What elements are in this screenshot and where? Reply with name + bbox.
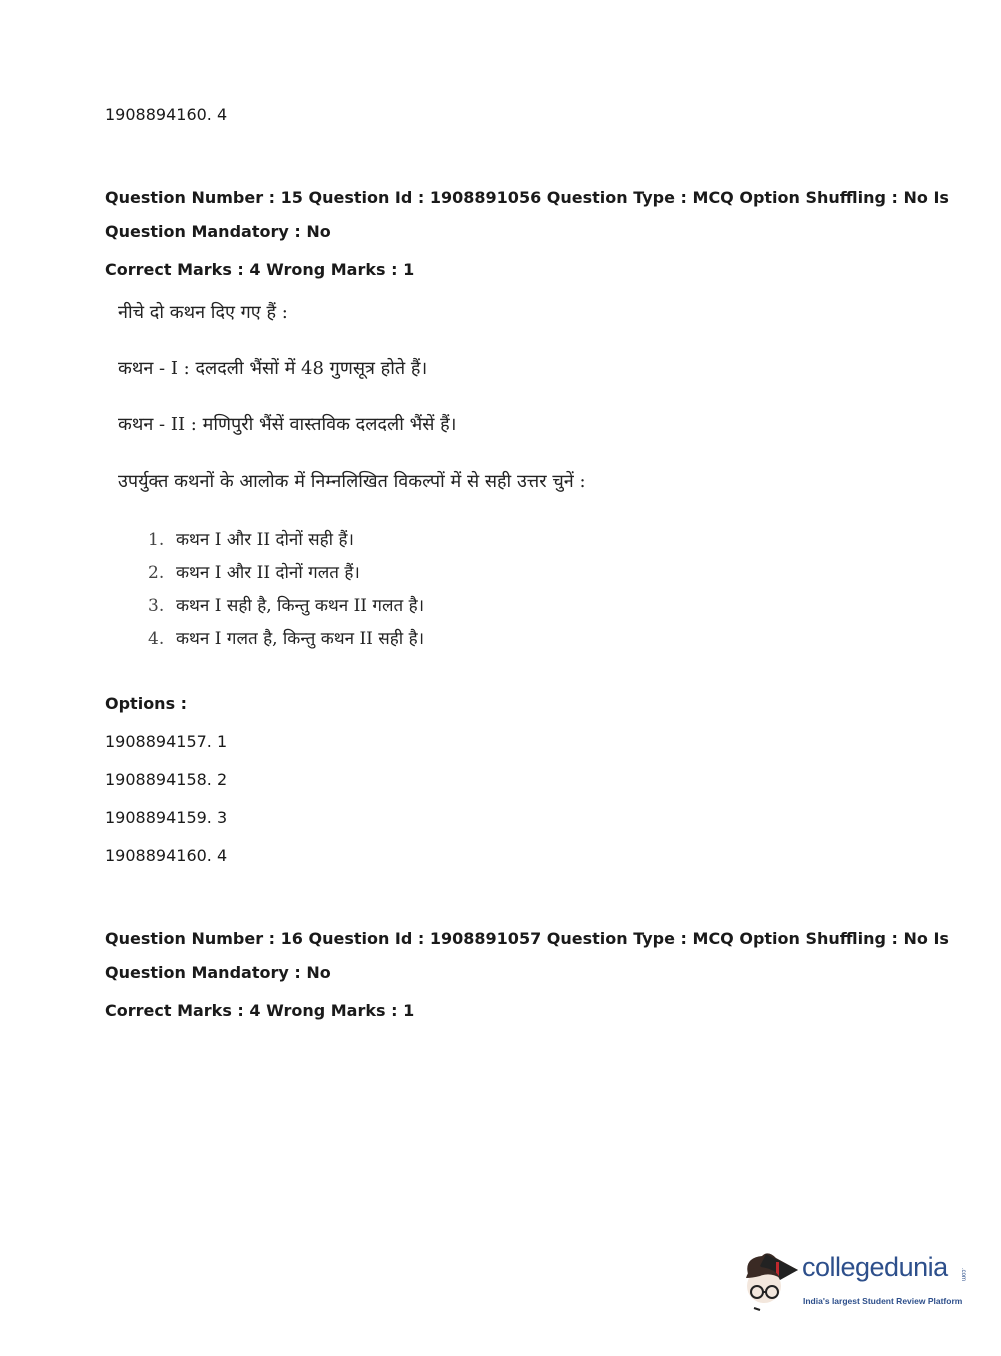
mascot-icon — [740, 1248, 800, 1314]
option-4: 1908894160. 4 — [105, 846, 228, 865]
instruction: उपर्युक्त कथनों के आलोक में निम्नलिखित विकल्पों में से सही उत्तर चुनें : — [118, 471, 586, 492]
choice-1 — [148, 527, 354, 550]
logo-brand: collegedunia — [802, 1252, 948, 1282]
choice-number: 4. — [148, 629, 165, 649]
q15-header: Question Number : 15 Question Id : 1908891056 Question Type : MCQ Option Shuffling : No Is — [105, 188, 949, 207]
option-1: 1908894157. 1 — [105, 732, 228, 751]
choice-text: कथन I गलत है, किन्तु कथन II सही है। — [176, 629, 425, 649]
options-label: Options : — [105, 694, 188, 713]
logo-suffix: .com — [960, 1268, 966, 1282]
collegedunia-logo — [740, 1248, 970, 1314]
choice-text: कथन I सही है, किन्तु कथन II गलत है। — [176, 596, 425, 616]
choice-2 — [148, 560, 360, 583]
previous-option: 1908894160. 4 — [105, 105, 228, 124]
choice-4 — [148, 626, 424, 649]
choice-number: 2. — [148, 563, 165, 583]
question-intro: नीचे दो कथन दिए गए हैं : — [118, 302, 288, 323]
logo-tagline: India's largest Student Review Platform — [803, 1296, 963, 1306]
q16-header: Question Number : 16 Question Id : 1908891057 Question Type : MCQ Option Shuffling : No Is — [105, 929, 949, 948]
statement-2: कथन - II : मणिपुरी भैंसें वास्तविक दलदली भैंसें हैं। — [118, 414, 457, 435]
q15-marks: Correct Marks : 4 Wrong Marks : 1 — [105, 260, 415, 279]
choice-number: 1. — [148, 530, 165, 550]
option-2: 1908894158. 2 — [105, 770, 228, 789]
q16-mandatory: Question Mandatory : No — [105, 963, 331, 982]
choice-3 — [148, 593, 424, 616]
choice-text: कथन I और II दोनों सही हैं। — [176, 530, 354, 550]
q15-mandatory: Question Mandatory : No — [105, 222, 331, 241]
option-3: 1908894159. 3 — [105, 808, 228, 827]
choice-text: कथन I और II दोनों गलत हैं। — [176, 563, 360, 583]
choice-number: 3. — [148, 596, 165, 616]
statement-1: कथन - I : दलदली भैंसों में 48 गुणसूत्र होते हैं। — [118, 358, 428, 379]
q16-marks: Correct Marks : 4 Wrong Marks : 1 — [105, 1001, 415, 1020]
